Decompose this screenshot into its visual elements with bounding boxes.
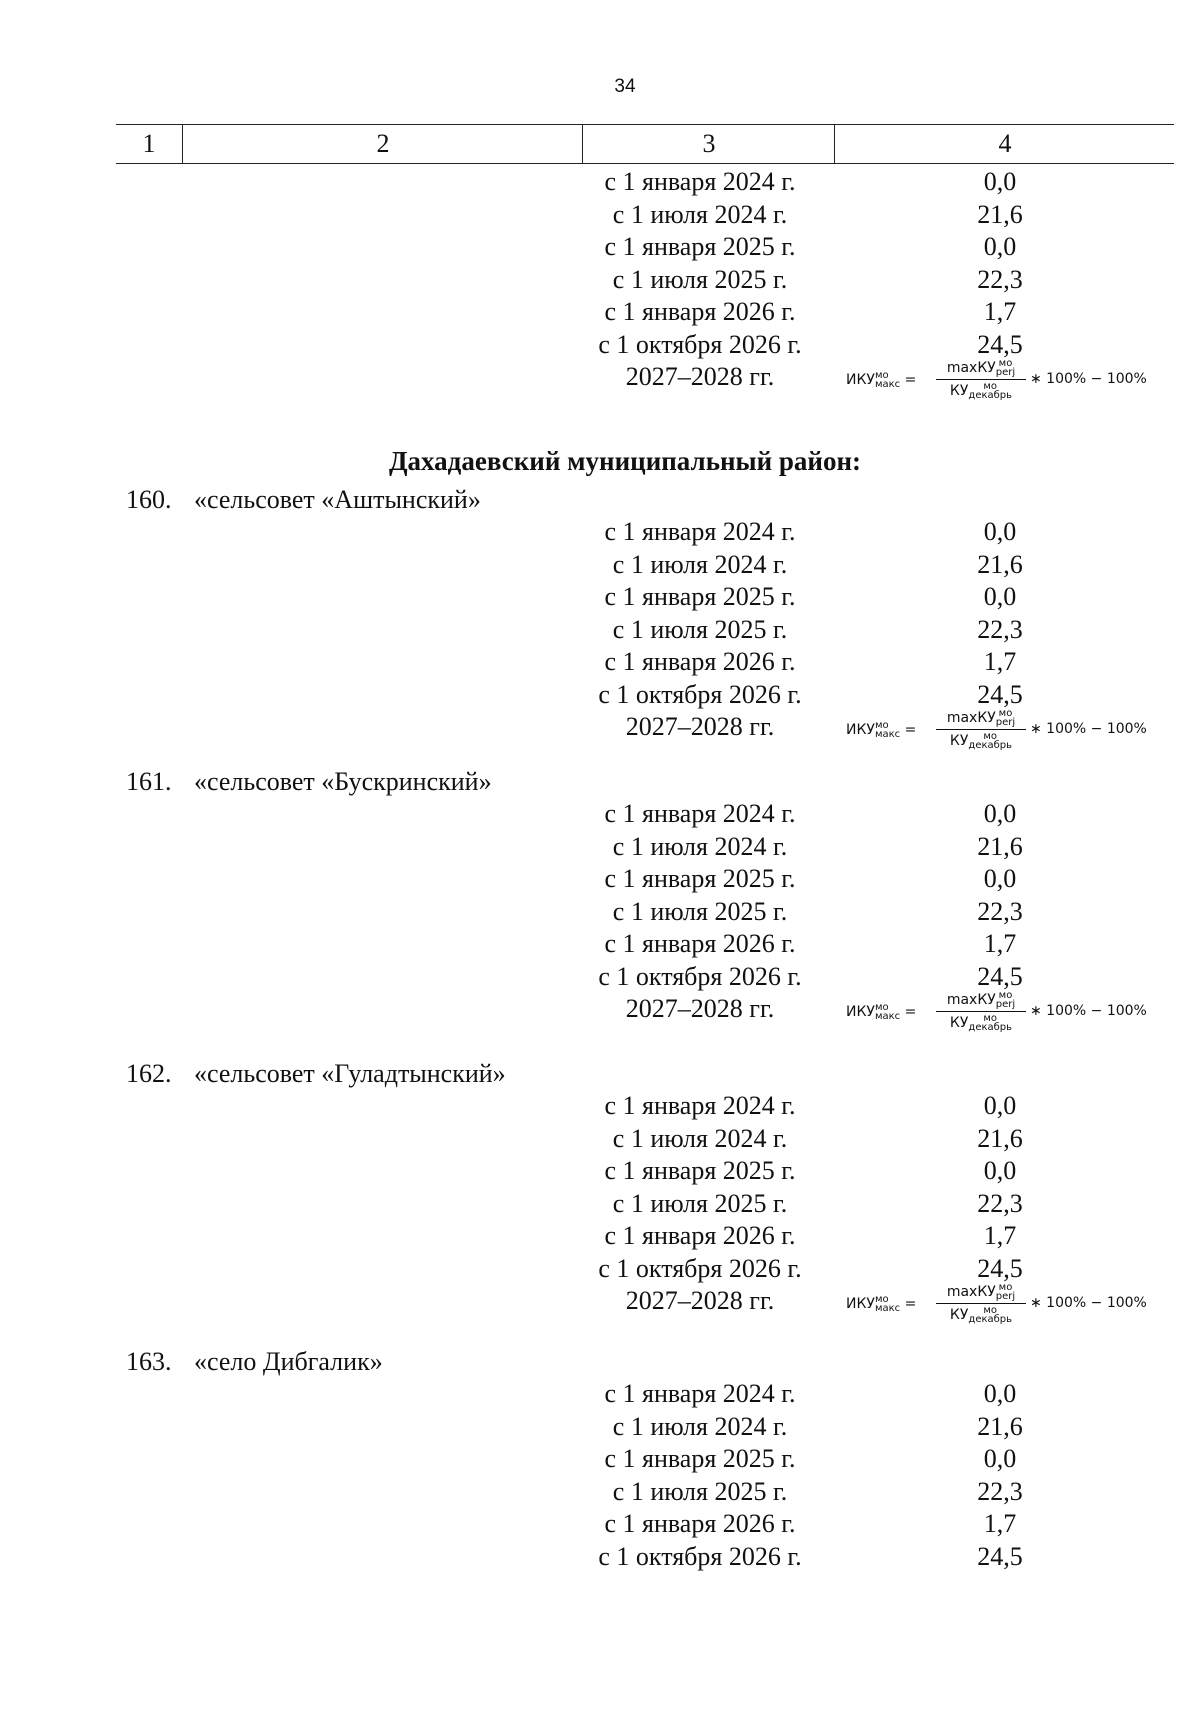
value-cell: 0,0 xyxy=(983,1156,1017,1185)
table-row xyxy=(0,831,1200,863)
date-cell: с 1 октября 2026 г. xyxy=(598,1253,802,1283)
table-row xyxy=(0,199,1200,231)
table-row xyxy=(0,264,1200,296)
table-row xyxy=(0,1123,1200,1155)
date-cell: с 1 июля 2024 г. xyxy=(612,1411,788,1441)
value-cell: 24,5 xyxy=(977,329,1023,359)
table-row xyxy=(0,1155,1200,1187)
date-cell: с 1 июля 2025 г. xyxy=(612,1476,788,1506)
column-header-1: 1 xyxy=(142,129,156,158)
table-row xyxy=(0,1443,1200,1475)
date-cell: с 1 января 2025 г. xyxy=(604,1444,796,1473)
table-row xyxy=(0,646,1200,678)
table-row xyxy=(0,1188,1200,1220)
column-header-4: 4 xyxy=(834,125,1175,163)
date-cell: 2027–2028 гг. xyxy=(625,712,775,741)
value-cell: 22,3 xyxy=(977,264,1023,294)
date-cell: с 1 января 2024 г. xyxy=(604,517,796,546)
date-cell: с 1 июля 2024 г. xyxy=(612,831,788,861)
table-row xyxy=(0,798,1200,830)
value-cell: 24,5 xyxy=(977,961,1023,991)
date-cell: с 1 июля 2025 г. xyxy=(612,614,788,644)
formula: ИКУ мо макс = maxКУ мо perj КУ мо декабрь ∗ 100% − 100% xyxy=(846,708,1147,751)
table-row xyxy=(0,296,1200,328)
formula: ИКУ мо макс = maxКУ мо perj КУ мо декабрь ∗ 100% − 100% xyxy=(846,990,1147,1033)
table-row xyxy=(0,1476,1200,1508)
date-cell: с 1 июля 2024 г. xyxy=(612,549,788,579)
date-cell: с 1 января 2024 г. xyxy=(604,1091,796,1120)
value-cell: 22,3 xyxy=(977,1476,1023,1506)
value-cell: 1,7 xyxy=(983,929,1017,958)
value-cell: 1,7 xyxy=(983,647,1017,676)
value-cell: 0,0 xyxy=(983,582,1017,611)
date-cell: с 1 января 2025 г. xyxy=(604,1156,796,1185)
value-cell: 0,0 xyxy=(983,167,1017,196)
value-cell: 21,6 xyxy=(977,549,1023,579)
date-cell: с 1 июля 2024 г. xyxy=(612,199,788,229)
date-cell: с 1 июля 2025 г. xyxy=(612,1188,788,1218)
entity-name: «сельсовет «Бускринский» xyxy=(194,767,492,796)
table-header xyxy=(116,124,1174,164)
entity-heading xyxy=(126,484,481,516)
table-row xyxy=(0,928,1200,960)
entity-number: 163. xyxy=(126,1347,172,1376)
entity-heading xyxy=(126,766,492,798)
table-row xyxy=(0,166,1200,198)
date-cell: с 1 января 2026 г. xyxy=(604,929,796,958)
table-row xyxy=(0,1090,1200,1122)
date-cell: с 1 октября 2026 г. xyxy=(598,679,802,709)
entity-number: 160. xyxy=(126,485,172,514)
entity-name: «село Дибгалик» xyxy=(194,1347,383,1376)
date-cell: с 1 января 2024 г. xyxy=(604,1379,796,1408)
table-row xyxy=(0,549,1200,581)
column-header-3: 3 xyxy=(582,125,835,163)
date-cell: 2027–2028 гг. xyxy=(625,1286,775,1315)
value-cell: 0,0 xyxy=(983,1091,1017,1120)
entity-heading xyxy=(126,1346,383,1378)
value-cell: 22,3 xyxy=(977,614,1023,644)
table-row xyxy=(0,961,1200,993)
date-cell: с 1 октября 2026 г. xyxy=(598,961,802,991)
date-cell: с 1 января 2024 г. xyxy=(604,167,796,196)
value-cell: 21,6 xyxy=(977,831,1023,861)
date-cell: с 1 января 2026 г. xyxy=(604,1221,796,1250)
table-row xyxy=(0,896,1200,928)
value-cell: 22,3 xyxy=(977,1188,1023,1218)
date-cell: с 1 июля 2025 г. xyxy=(612,264,788,294)
entity-number: 161. xyxy=(126,767,172,796)
value-cell: 0,0 xyxy=(983,517,1017,546)
date-cell: 2027–2028 гг. xyxy=(625,994,775,1023)
date-cell: с 1 октября 2026 г. xyxy=(598,329,802,359)
formula: ИКУ мо макс = maxКУ мо perj КУ мо декабрь ∗ 100% − 100% xyxy=(846,1282,1147,1325)
date-cell: с 1 января 2026 г. xyxy=(604,297,796,326)
date-cell: с 1 июля 2025 г. xyxy=(612,896,788,926)
value-cell: 21,6 xyxy=(977,1411,1023,1441)
value-cell: 0,0 xyxy=(983,799,1017,828)
table-row xyxy=(0,863,1200,895)
date-cell: с 1 января 2025 г. xyxy=(604,232,796,261)
date-cell: с 1 июля 2024 г. xyxy=(612,1123,788,1153)
table-row xyxy=(0,1411,1200,1443)
value-cell: 24,5 xyxy=(977,1541,1023,1571)
value-cell: 0,0 xyxy=(983,864,1017,893)
table-row xyxy=(0,231,1200,263)
table-row xyxy=(0,581,1200,613)
value-cell: 24,5 xyxy=(977,679,1023,709)
date-cell: с 1 октября 2026 г. xyxy=(598,1541,802,1571)
table-row xyxy=(0,516,1200,548)
table-row xyxy=(0,1220,1200,1252)
date-cell: с 1 января 2026 г. xyxy=(604,1509,796,1538)
date-cell: с 1 января 2024 г. xyxy=(604,799,796,828)
table-row xyxy=(0,1508,1200,1540)
value-cell: 21,6 xyxy=(977,1123,1023,1153)
table-row xyxy=(0,679,1200,711)
district-title: Дахадаевский муниципальный район: xyxy=(388,446,862,476)
entity-name: «сельсовет «Аштынский» xyxy=(194,485,481,514)
column-header-2: 2 xyxy=(182,125,583,163)
entity-name: «сельсовет «Гуладтынский» xyxy=(194,1059,506,1088)
table-row xyxy=(0,1253,1200,1285)
value-cell: 1,7 xyxy=(983,1221,1017,1250)
date-cell: с 1 января 2025 г. xyxy=(604,864,796,893)
value-cell: 0,0 xyxy=(983,232,1017,261)
value-cell: 21,6 xyxy=(977,199,1023,229)
date-cell: с 1 января 2026 г. xyxy=(604,647,796,676)
value-cell: 1,7 xyxy=(983,1509,1017,1538)
value-cell: 22,3 xyxy=(977,896,1023,926)
formula: ИКУ мо макс = maxКУ мо perj КУ мо декабрь ∗ 100% − 100% xyxy=(846,358,1147,401)
entity-heading xyxy=(126,1058,506,1090)
value-cell: 0,0 xyxy=(983,1379,1017,1408)
table-row xyxy=(0,614,1200,646)
value-cell: 1,7 xyxy=(983,297,1017,326)
value-cell: 0,0 xyxy=(983,1444,1017,1473)
table-row xyxy=(0,329,1200,361)
page-number: 34 xyxy=(614,76,636,97)
date-cell: 2027–2028 гг. xyxy=(625,362,775,391)
table-row xyxy=(0,1541,1200,1573)
entity-number: 162. xyxy=(126,1059,172,1088)
table-row xyxy=(0,1378,1200,1410)
value-cell: 24,5 xyxy=(977,1253,1023,1283)
date-cell: с 1 января 2025 г. xyxy=(604,582,796,611)
